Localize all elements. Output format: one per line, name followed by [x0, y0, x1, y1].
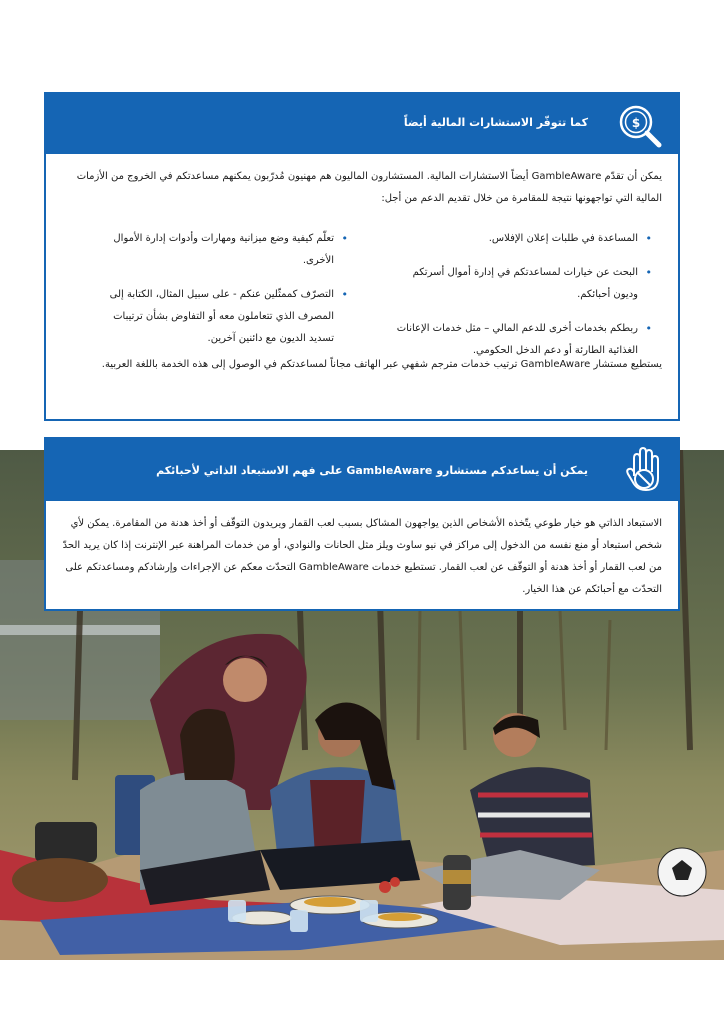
list-item: • المساعدة في طلبات إعلان الإفلاس. [387, 228, 652, 250]
list-item: • البحث عن خيارات لمساعدتكم في إدارة أموال أسرتكم وديون أحبائكم. [387, 262, 652, 306]
financial-counselling-card [44, 92, 680, 421]
list-item: • تعلّم كيفية وضع ميزانية ومهارات وأدوات إدارة الأموال الأخرى. [86, 228, 348, 272]
card-header [46, 439, 678, 501]
list-item: • ربطكم بخدمات أخرى للدعم المالي – مثل خدمات الإعانات الغذائية الطارئة أو دعم الدخل الحكومي. [387, 318, 652, 362]
card-header [46, 94, 678, 154]
svg-text:$: $ [631, 116, 641, 130]
card-title: يمكن أن يساعدكم مستشارو GambleAware على فهم الاستبعاد الذاتي لأحبائكم [156, 464, 588, 477]
self-exclusion-card [44, 437, 680, 611]
card-title: كما تتوفّر الاستشارات المالية أيضاً [403, 116, 588, 129]
interpreter-note: يستطيع مستشار GambleAware ترتيب خدمات مترجم شفهي عبر الهاتف مجاناً لمساعدتكم في الوصول إلى هذه الخدمة باللغة العربية. [101, 359, 662, 370]
stop-hand-icon [624, 446, 664, 498]
self-exclusion-paragraph: الاستبعاد الذاتي هو خيار طوعي يتّخذه الأشخاص الذين يواجهون المشاكل بسبب لعب القمار ويريدون التوقّف أو أخذ هدنة من المقامرة. يمكن لأي شخص استبعاد أو منع نفسه من الدخول إلى مراكز في نيو ساوث ويلز مثل الحانات والنوادي، أو من خدمات المراهنة عبر الإنترنت إذا كان يريد الحدّ من لعب القمار أو أخذ هدنة أو التوقّف عن لعب القمار. تستطيع خدمات GambleAware التحدّث معكم عن الإجراءات وإرشادكم ومساعدتكم على التحدّث مع أحبائكم عن هذا الخيار. [62, 518, 662, 595]
support-list-left [86, 228, 348, 362]
list-item: • التصرّف كممثّلين عنكم - على سبيل المثال، الكتابة إلى المصرف الذي تتعاملون معه أو التفاوض بشأن ترتيبات تسديد الديون مع دائنين آخرين. [86, 284, 348, 350]
intro-paragraph: يمكن أن تقدّم GambleAware أيضاً الاستشارات المالية. المستشارون الماليون هم مهنيون مُدرّبون يمكنهم مساعدتكم في الخروج من الأزمات المالية التي تواجهونها نتيجة للمقامرة من خلال تقديم الدعم من أجل: [76, 171, 662, 204]
support-list-right [387, 228, 652, 374]
dollar-magnifier-icon [614, 100, 664, 154]
